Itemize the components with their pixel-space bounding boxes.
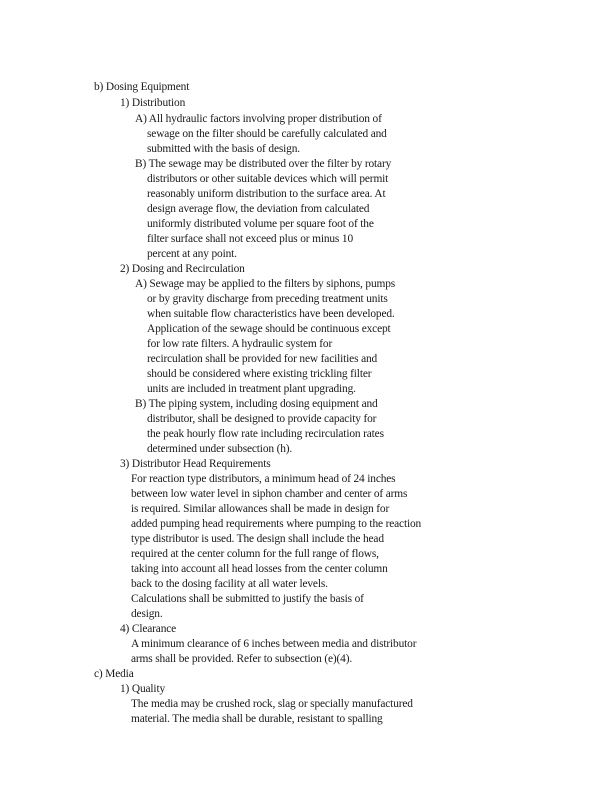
text-line: A) Sewage may be applied to the filters by siphons, pumps xyxy=(135,278,396,290)
subsection-heading: 1) Quality xyxy=(120,683,166,695)
text-line: arms shall be provided. Refer to subsection (e)(4). xyxy=(131,653,353,665)
text-line: reasonably uniform distribution to the surface area. At xyxy=(147,188,386,200)
text-line: or by gravity discharge from preceding treatment units xyxy=(147,293,388,305)
text-line: units are included in treatment plant upgrading. xyxy=(147,383,356,395)
subsection-heading: 3) Distributor Head Requirements xyxy=(120,458,271,470)
text-line: the peak hourly flow rate including recirculation rates xyxy=(147,428,384,440)
text-line: added pumping head requirements where pumping to the reaction xyxy=(131,518,422,530)
text-line: should be considered where existing trickling filter xyxy=(147,368,372,380)
text-line: Application of the sewage should be continuous except xyxy=(147,323,391,335)
text-line: distributor, shall be designed to provide capacity for xyxy=(147,413,377,425)
text-line: filter surface shall not exceed plus or minus 10 xyxy=(147,233,353,245)
section-heading: b) Dosing Equipment xyxy=(94,81,190,93)
text-line: determined under subsection (h). xyxy=(147,443,293,455)
section-heading: c) Media xyxy=(94,668,134,680)
text-line: A) All hydraulic factors involving proper distribution of xyxy=(135,113,382,125)
text-line: uniformly distributed volume per square foot of the xyxy=(147,218,374,230)
subsection-heading: 2) Dosing and Recirculation xyxy=(120,263,245,275)
text-line: sewage on the filter should be carefully calculated and xyxy=(147,128,387,140)
text-line: material. The media shall be durable, resistant to spalling xyxy=(131,713,383,725)
text-line: design. xyxy=(131,608,163,620)
text-line: The media may be crushed rock, slag or specially manufactured xyxy=(131,698,413,710)
text-line: design average flow, the deviation from calculated xyxy=(147,203,370,215)
text-line: required at the center column for the full range of flows, xyxy=(131,548,379,560)
subsection-heading: 1) Distribution xyxy=(120,97,186,109)
text-line: For reaction type distributors, a minimum head of 24 inches xyxy=(131,473,396,485)
text-line: A minimum clearance of 6 inches between media and distributor xyxy=(131,638,417,650)
text-line: B) The sewage may be distributed over the filter by rotary xyxy=(135,158,392,170)
text-line: recirculation shall be provided for new facilities and xyxy=(147,353,378,365)
text-line: is required. Similar allowances shall be made in design for xyxy=(131,503,390,515)
text-line: percent at any point. xyxy=(147,248,237,260)
text-line: for low rate filters. A hydraulic system for xyxy=(147,338,333,350)
text-line: distributors or other suitable devices which will permit xyxy=(147,173,389,185)
subsection-heading: 4) Clearance xyxy=(120,623,177,635)
text-line: type distributor is used. The design shall include the head xyxy=(131,533,384,545)
text-line: taking into account all head losses from the center column xyxy=(131,563,388,575)
text-line: submitted with the basis of design. xyxy=(147,143,300,155)
text-line: B) The piping system, including dosing equipment and xyxy=(135,398,378,410)
text-line: when suitable flow characteristics have been developed. xyxy=(147,308,395,320)
text-line: back to the dosing facility at all water levels. xyxy=(131,578,328,590)
text-line: Calculations shall be submitted to justify the basis of xyxy=(131,593,364,605)
text-line: between low water level in siphon chamber and center of arms xyxy=(131,488,408,500)
